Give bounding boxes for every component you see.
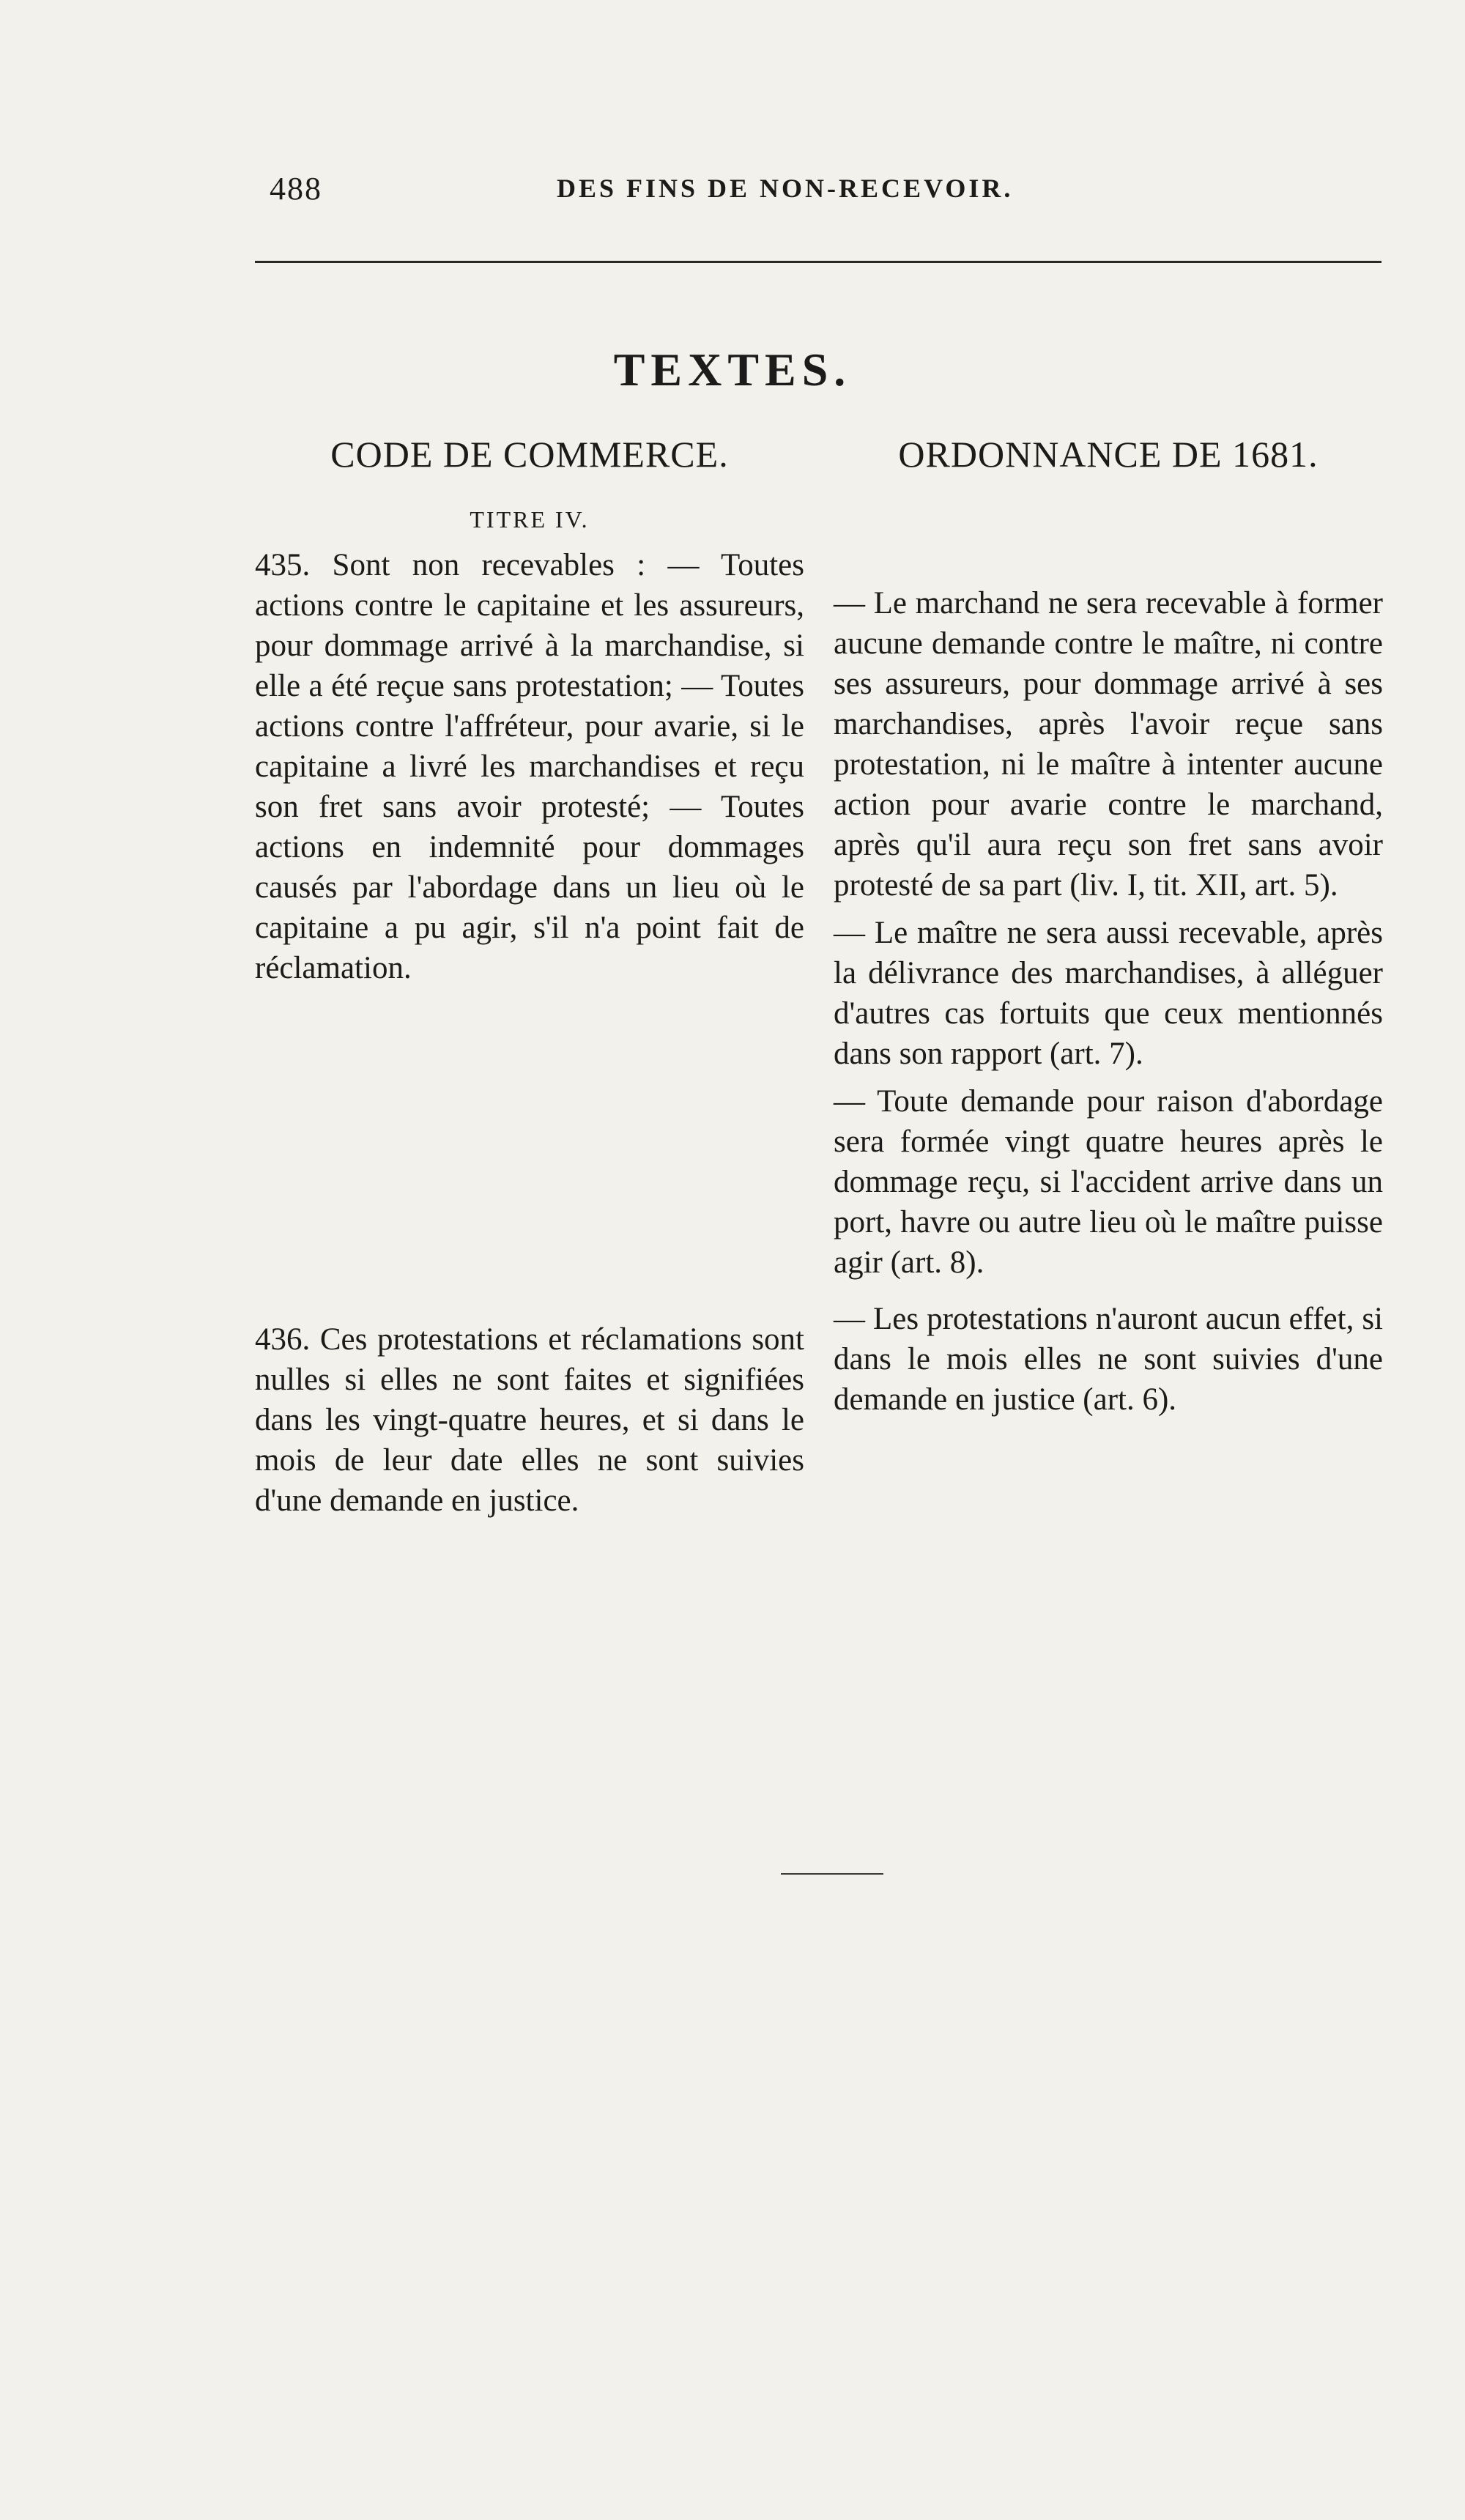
ordonnance-paragraph-3: — Toute demande pour raison d'abordage sera formée vingt quatre heures après le dommage reçu, si l'accident arrive dans un port, havre ou autre lieu où le maître puisse agir (art. 8).: [834, 1084, 1383, 1280]
running-title: DES FINS DE NON-RECEVOIR.: [557, 174, 1014, 203]
article-435: 435. Sont non recevables : — Toutes actions contre le capitaine et les assureurs, pour dommage arrivé à la marchandise, si elle a été reçue sans protestation; — Toutes actions contre l'affréteur, pour avarie, si le capitaine a livré les marchandises et reçu son fret sans avoir protesté; — Toutes actions en indemnité pour dommages causés par l'abordage dans un lieu où le capitaine a pu agir, s'il n'a point fait de réclamation.: [255, 548, 804, 985]
ordonnance-paragraph-4: — Les protestations n'auront aucun effet, si dans le mois elles ne sont suivies d'une demande en justice (art. 6).: [834, 1302, 1383, 1417]
left-column-heading: CODE DE COMMERCE.: [330, 434, 729, 475]
left-column-subheading: TITRE IV.: [470, 506, 590, 533]
page-header: [0, 170, 1465, 221]
section-heading: TEXTES.: [613, 344, 852, 396]
ordonnance-paragraph-1: — Le marchand ne sera recevable à former aucune demande contre le maître, ni contre ses assureurs, pour dommage arrivé à ses marchandises, après l'avoir reçue sans protestation, ni le maître à intenter aucune action pour avarie contre le marchand, après qu'il aura reçu son fret sans avoir protesté de sa part (liv. I, tit. XII, art. 5).: [834, 586, 1383, 903]
right-column-heading: ORDONNANCE DE 1681.: [898, 434, 1318, 475]
left-column: [255, 431, 804, 1521]
footer-rule: [781, 1873, 883, 1875]
ordonnance-paragraph-2: — Le maître ne sera aussi recevable, après la délivrance des marchandises, à alléguer d'autres cas fortuits que ceux mentionnés dans son rapport (art. 7).: [834, 916, 1383, 1071]
page-number: 488: [270, 171, 322, 207]
article-436: 436. Ces protestations et réclamations sont nulles si elles ne sont faites et signifiées dans les vingt-quatre heures, et si dans le mois de leur date elles ne sont suivies d'une demande en justice.: [255, 1322, 804, 1518]
header-rule: [255, 261, 1381, 263]
right-column: [834, 431, 1383, 1420]
